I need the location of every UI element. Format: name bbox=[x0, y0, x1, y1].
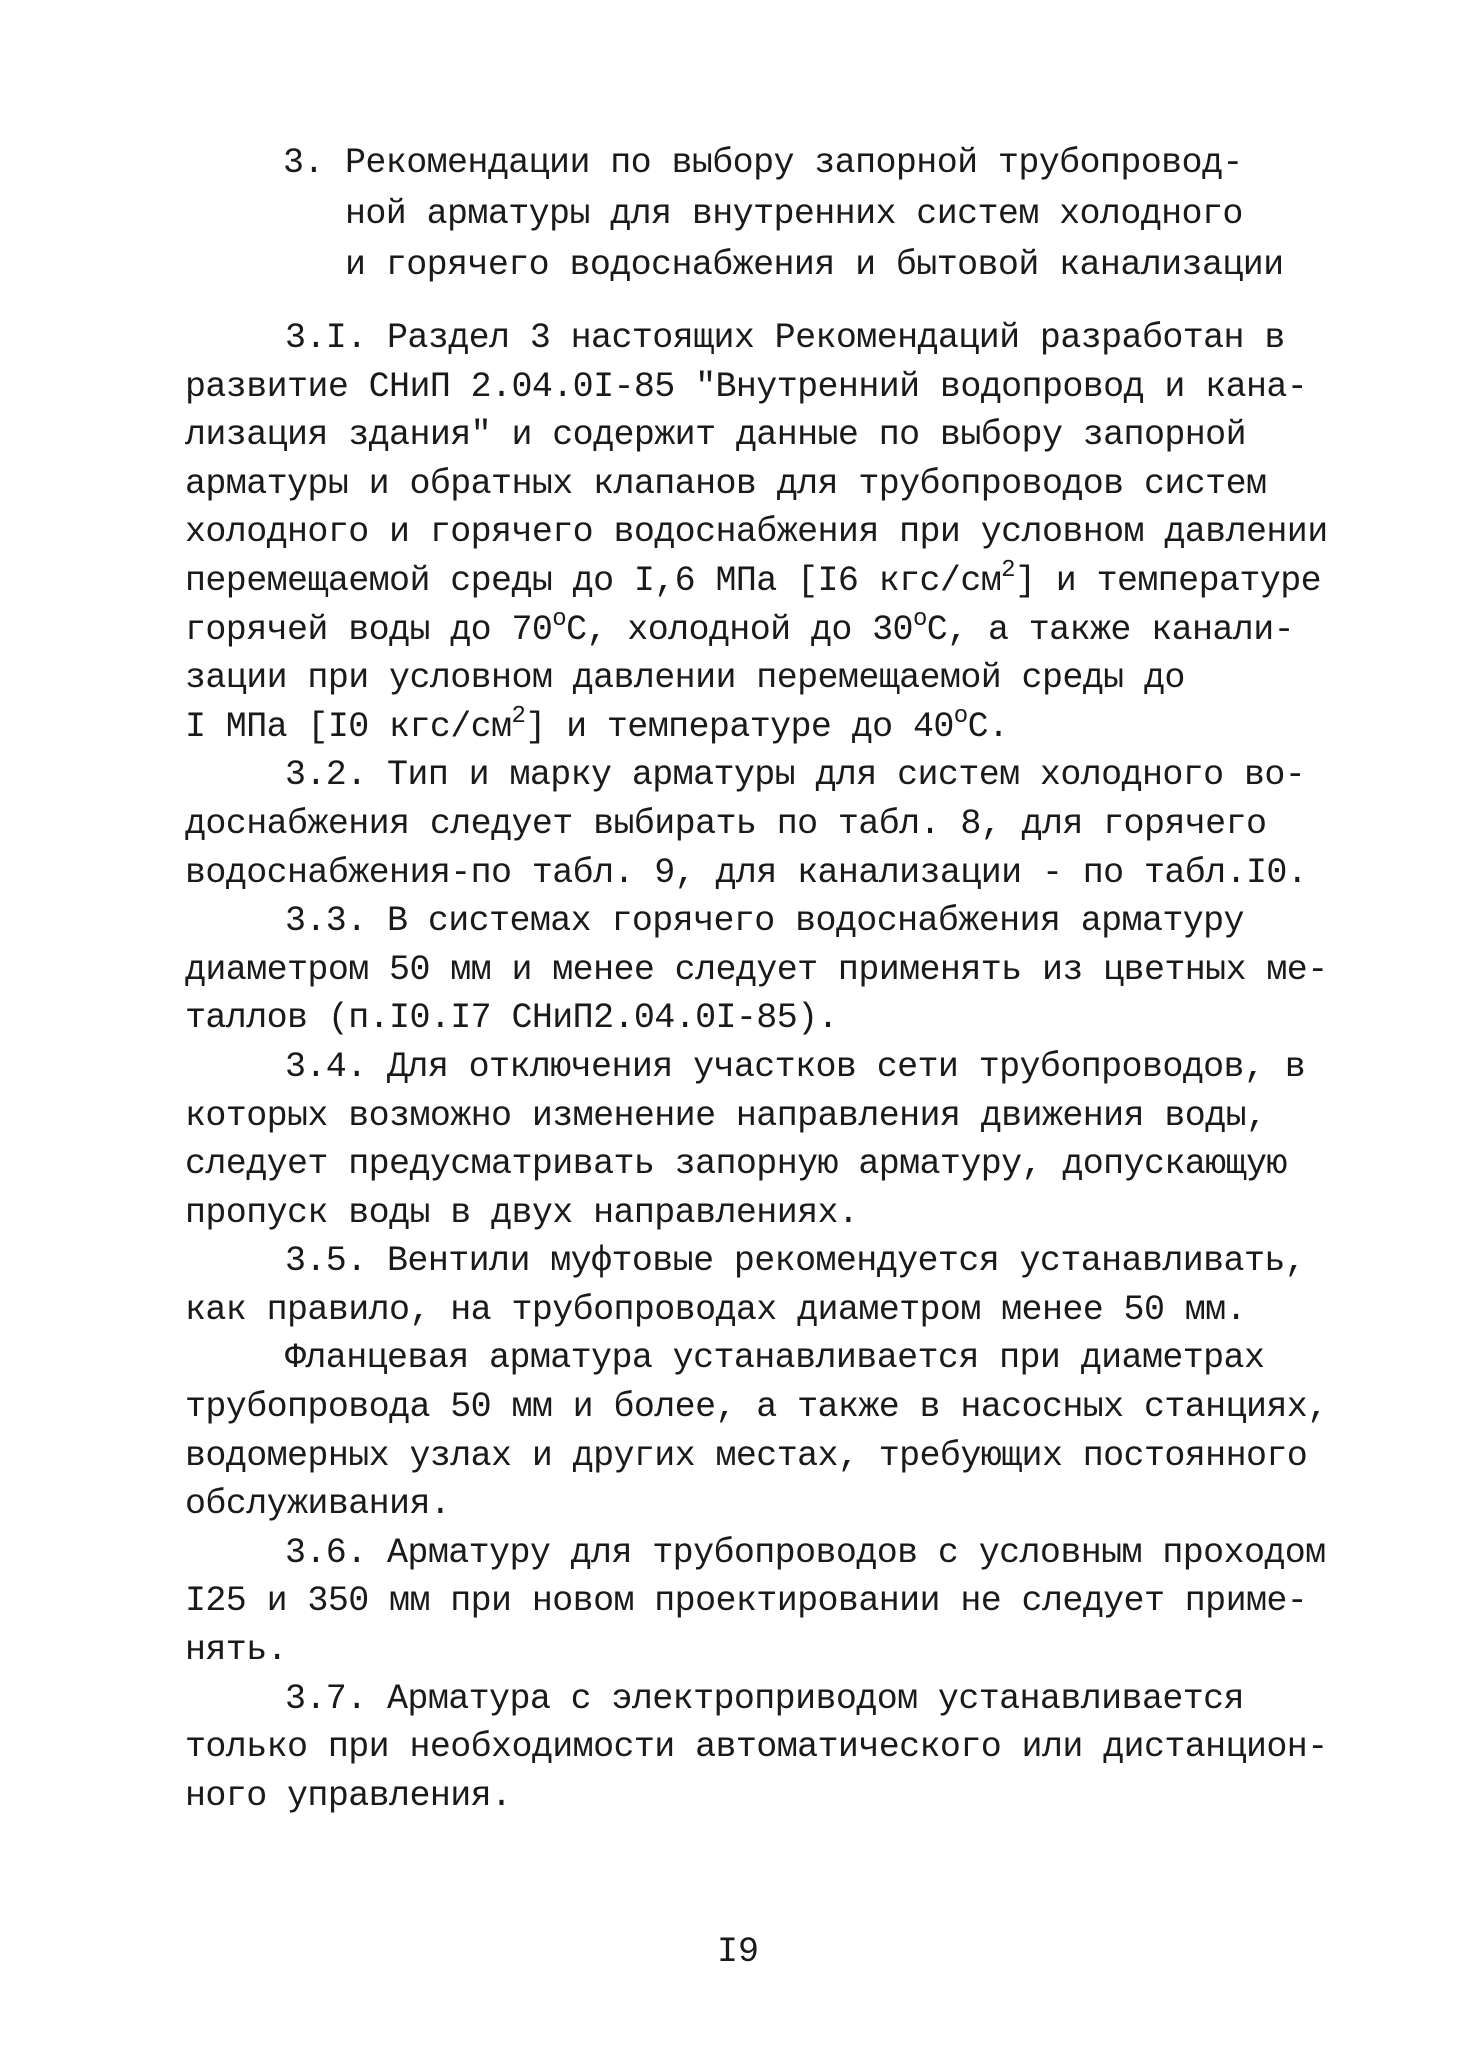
text-fragment: I МПа [I0 кгс/см bbox=[185, 706, 512, 747]
heading-line: и горячего водоснабжения и бытовой канализации bbox=[345, 245, 1284, 285]
text-line: как правило, на трубопроводах диаметром менее 50 мм. bbox=[185, 1289, 1246, 1330]
text-line: 3.6. Арматуру для трубопроводов с условным проходом bbox=[285, 1532, 1326, 1573]
text-line: нять. bbox=[185, 1630, 288, 1671]
superscript: 2 bbox=[1001, 556, 1015, 584]
degree-superscript: o bbox=[552, 605, 567, 633]
text-line: холодного и горячего водоснабжения при условном давлении bbox=[185, 512, 1328, 553]
section-heading bbox=[283, 138, 1303, 291]
text-line: 3.5. Вентили муфтовые рекомендуется устанавливать, bbox=[285, 1241, 1306, 1282]
text-line: таллов (п.I0.I7 СНиП2.04.0I-85). bbox=[185, 998, 838, 1039]
section-number: 3. bbox=[283, 143, 324, 183]
degree-superscript: o bbox=[953, 702, 968, 730]
paragraph-3-4 bbox=[185, 1043, 1315, 1237]
text-line: трубопровода 50 мм и более, а также в насосных станциях, bbox=[185, 1387, 1328, 1428]
text-line: 3.7. Арматура с электроприводом устанавливается bbox=[285, 1678, 1244, 1719]
heading-line bbox=[283, 138, 1303, 189]
paragraph-3-5 bbox=[185, 1237, 1315, 1334]
text-line: 3.4. Для отключения участков сети трубопроводов, в bbox=[285, 1046, 1306, 1087]
text-line: I25 и 350 мм при новом проектировании не следует приме- bbox=[185, 1581, 1308, 1622]
text-line: ного управления. bbox=[185, 1775, 512, 1816]
text-line bbox=[185, 606, 1315, 655]
text-fragment: С, а также канали- bbox=[926, 609, 1295, 650]
degree-superscript: o bbox=[912, 605, 927, 633]
paragraph-3-3 bbox=[185, 897, 1328, 1043]
text-line: пропуск воды в двух направлениях. bbox=[185, 1192, 859, 1233]
text-line: развитие СНиП 2.04.0I-85 "Внутренний водопровод и кана- bbox=[185, 366, 1308, 407]
text-line: зации при условном давлении перемещаемой среды до bbox=[185, 658, 1185, 699]
text-line bbox=[185, 556, 1322, 606]
paragraph-3-1 bbox=[185, 314, 1328, 751]
heading-text: Рекомендации по выбору запорной трубопровод- bbox=[345, 143, 1243, 183]
text-fragment: ] и температуре до 40 bbox=[525, 706, 954, 747]
document-body bbox=[185, 314, 1328, 1820]
text-line: обслуживания. bbox=[185, 1484, 451, 1525]
paragraph-3-6 bbox=[185, 1529, 1326, 1675]
paragraph-3-2 bbox=[185, 751, 1315, 897]
heading-line: ной арматуры для внутренних систем холодного bbox=[345, 194, 1243, 234]
text-fragment: ] и температуре bbox=[1014, 560, 1322, 601]
text-line: лизация здания" и содержит данные по выбору запорной bbox=[185, 415, 1246, 456]
text-line: арматуры и обратных клапанов для трубопроводов систем bbox=[185, 463, 1267, 504]
text-line: только при необходимости автоматического или дистанцион- bbox=[185, 1727, 1328, 1768]
text-line: диаметром 50 мм и менее следует применять из цветных ме- bbox=[185, 949, 1328, 990]
text-fragment: С. bbox=[967, 706, 1009, 747]
text-line: которых возможно изменение направления движения воды, bbox=[185, 1095, 1267, 1136]
text-line: водомерных узлах и других местах, требующих постоянного bbox=[185, 1435, 1308, 1476]
text-fragment: С, холодной до 30 bbox=[566, 609, 913, 650]
text-fragment: перемещаемой среды до I,6 МПа [I6 кгс/см bbox=[185, 560, 1002, 601]
text-line: 3.2. Тип и марку арматуры для систем холодного во- bbox=[285, 755, 1306, 796]
paragraph-3-7 bbox=[185, 1675, 1328, 1821]
text-line: доснабжения следует выбирать по табл. 8, для горячего bbox=[185, 803, 1267, 844]
text-line: следует предусматривать запорную арматуру, допускающую bbox=[185, 1144, 1287, 1185]
superscript: 2 bbox=[511, 702, 526, 730]
text-line: Фланцевая арматура устанавливается при диаметрах bbox=[285, 1338, 1265, 1379]
text-line: 3.3. В системах горячего водоснабжения арматуру bbox=[285, 901, 1244, 942]
text-line bbox=[185, 703, 1315, 752]
paragraph-3-5-flanged bbox=[185, 1334, 1328, 1528]
text-fragment: горячей воды до 70 bbox=[185, 609, 553, 650]
page-number: I9 bbox=[716, 1932, 759, 1972]
text-line: водоснабжения-по табл. 9, для канализации - по табл.I0. bbox=[185, 852, 1308, 893]
text-line: 3.I. Раздел 3 настоящих Рекомендаций разработан в bbox=[285, 318, 1285, 358]
